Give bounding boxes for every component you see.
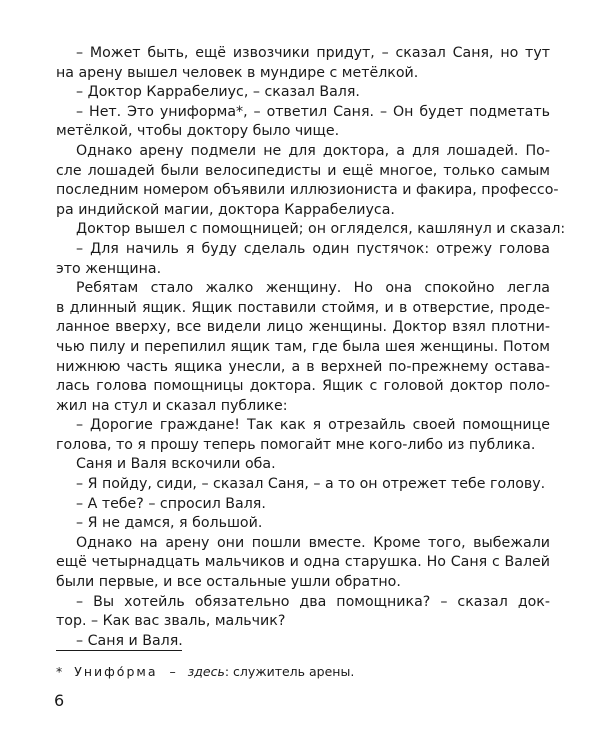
- text-line: были первые, и все остальные ушли обратно.: [56, 574, 401, 591]
- footnote-term: Унифо́рма: [74, 664, 158, 679]
- text-line: – А тебе? – спросил Валя.: [76, 495, 266, 512]
- text-line: лась голова помощницы доктора. Ящик с головой доктор поло-: [56, 378, 550, 395]
- text-line: ра индийской магии, доктора Каррабелиуса.: [56, 201, 395, 218]
- text-line: на арену вышел человек в мундире с метёлкой.: [56, 64, 419, 81]
- text-line: – Я не дамся, я большой.: [76, 515, 263, 532]
- text-line: сле лошадей были велосипедисты и ещё многое, только самым: [56, 162, 550, 179]
- text-line: голова, то я прошу теперь помогайт мне кого-либо из публика.: [56, 436, 536, 453]
- text-line: в длинный ящик. Ящик поставили стоймя, и в отверстие, проде-: [56, 299, 550, 316]
- footnote-dash: –: [169, 664, 176, 679]
- text-line: Однако арену подмели не для доктора, а для лошадей. По-: [76, 142, 550, 159]
- text-line: ещё четырнадцать мальчиков и одна старушка. Но Саня с Валей: [56, 554, 550, 571]
- text-line: – Доктор Каррабелиус, – сказал Валя.: [76, 84, 360, 101]
- text-line: ланное вверху, все видели лицо женщины. Доктор взял плотни-: [56, 319, 550, 336]
- text-line: жил на стул и сказал публике:: [56, 397, 288, 414]
- text-line: последним номером объявили иллюзиониста и факира, профессо-: [56, 182, 559, 199]
- main-text: [56, 44, 566, 651]
- text-line: чью пилу и перепилил ящик там, где была шея женщины. Потом: [56, 338, 550, 355]
- footnote: [56, 664, 354, 680]
- text-line: тор. – Как вас зваль, мальчик?: [56, 613, 286, 630]
- page-number: 6: [54, 691, 65, 710]
- text-line: Ребятам стало жалко женщину. Но она спокойно легла: [76, 280, 550, 297]
- text-line: – Я пойду, сиди, – сказал Саня, – а то он отрежет тебе голову.: [76, 476, 546, 493]
- footnote-gloss: здесь: [187, 664, 225, 679]
- text-line: – Дорогие граждане! Так как я отрезайль своей помощнице: [76, 417, 550, 434]
- text-line: Доктор вышел с помощницей; он огляделся, кашлянул и сказал:: [76, 221, 566, 238]
- text-line: – Может быть, ещё извозчики придут, – сказал Саня, но тут: [76, 45, 550, 61]
- footnote-divider: [56, 650, 182, 651]
- text-line: Однако на арену они пошли вместе. Кроме того, выбежали: [76, 534, 550, 551]
- text-line: – Для начиль я буду сделаль один пустячок: отрежу голова: [76, 240, 550, 257]
- text-line: это женщина.: [56, 260, 162, 277]
- text-line: нижнюю часть ящика унесли, а в верхней по-прежнему остава-: [56, 358, 550, 375]
- text-line: Саня и Валя вскочили оба.: [76, 456, 276, 473]
- text-line: – Вы хотейль обязательно два помощника? – сказал док-: [76, 593, 550, 610]
- footnote-definition: : служитель арены.: [224, 664, 355, 679]
- text-line: – Саня и Валя.: [76, 632, 183, 649]
- text-line: – Нет. Это униформа*, – ответил Саня. – Он будет подметать: [76, 103, 550, 120]
- text-line: метёлкой, чтобы доктору было чище.: [56, 123, 340, 140]
- footnote-marker: *: [56, 664, 63, 679]
